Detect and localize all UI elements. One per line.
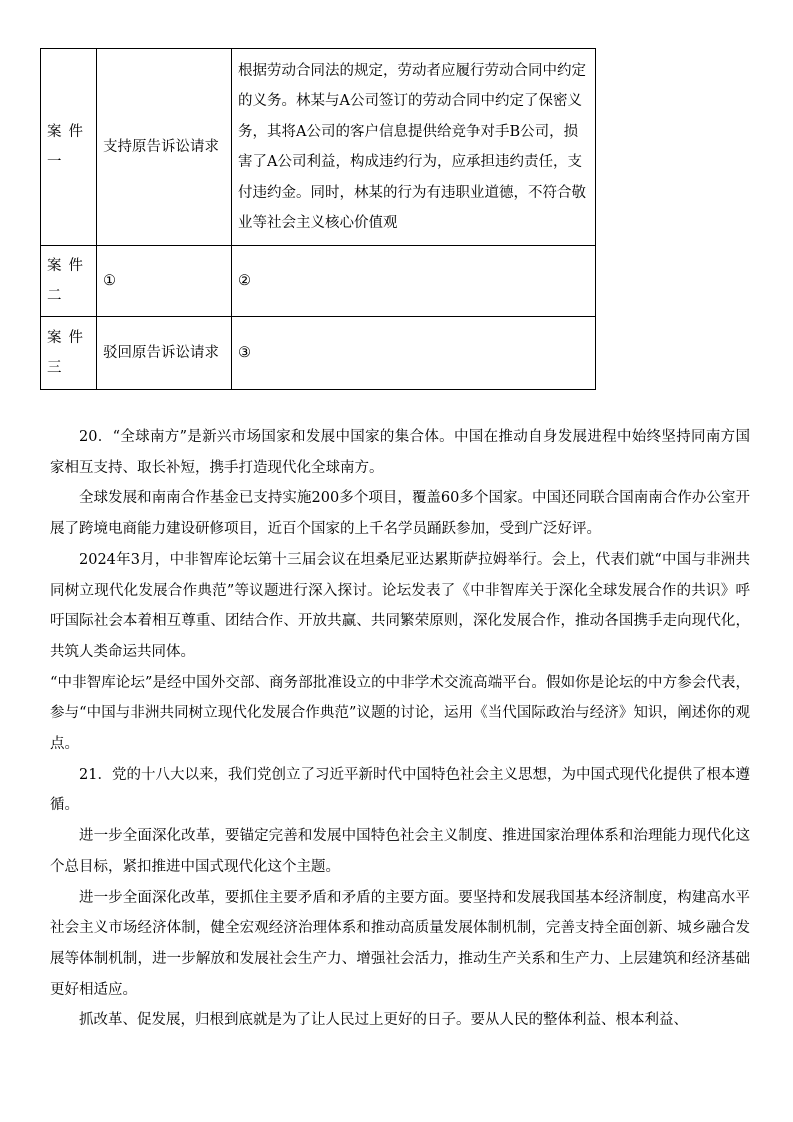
paragraph: 进一步全面深化改革，要抓住主要矛盾和矛盾的主要方面。要坚持和发展我国基本经济制度，构建高水平社会主义市场经济体制，健全宏观经济治理体系和推动高质量发展体制机制，完善支持全面创新、城乡融合发展等体制机制，进一步解放和发展社会生产力、增强社会活力，推动生产关系和生产力、上层建筑和经济基础更好相适应。 (50, 889, 750, 998)
table-row (41, 49, 596, 246)
paragraph: “中非智库论坛”是经中国外交部、商务部批准设立的中非学术交流高端平台。假如你是论坛的中方参会代表，参与“中国与非洲共同树立现代化发展合作典范”议题的讨论，运用《当代国际政治与经济》知识，阐述你的观点。 (50, 674, 750, 753)
case-label: 案件三 (41, 317, 97, 390)
case-decision: 驳回原告诉讼请求 (97, 317, 232, 390)
case-label: 案件一 (41, 49, 97, 246)
case-reason: ③ (232, 317, 596, 390)
paragraph: 全球发展和南南合作基金已支持实施200多个项目，覆盖60多个国家。中国还同联合国南南合作办公室开展了跨境电商能力建设研修项目，近百个国家的上千名学员踊跃参加，受到广泛好评。 (50, 490, 750, 538)
table-row (41, 317, 596, 390)
case-decision: 支持原告诉讼请求 (97, 49, 232, 246)
paragraph: 2024年3月，中非智库论坛第十三届会议在坦桑尼亚达累斯萨拉姆举行。会上，代表们就“中国与非洲共同树立现代化发展合作典范”等议题进行深入探讨。论坛发表了《中非智库关于深化全球发展合作的共识》呼吁国际社会本着相互尊重、团结合作、开放共赢、共同繁荣原则，深化发展合作，推动各国携手走向现代化，共筑人类命运共同体。 (50, 551, 750, 660)
case-decision: ① (97, 246, 232, 317)
paragraph: 20．“全球南方”是新兴市场国家和发展中国家的集合体。中国在推动自身发展进程中始终坚持同南方国家相互支持、取长补短，携手打造现代化全球南方。 (50, 429, 750, 476)
paragraph: 进一步全面深化改革，要锚定完善和发展中国特色社会主义制度、推进国家治理体系和治理能力现代化这个总目标，紧扣推进中国式现代化这个主题。 (50, 828, 750, 875)
case-reason: ② (232, 246, 596, 317)
body-text (50, 422, 750, 1036)
case-reason: 根据劳动合同法的规定，劳动者应履行劳动合同中约定的义务。林某与A公司签订的劳动合同中约定了保密义务，其将A公司的客户信息提供给竞争对手B公司，损害了A公司利益，构成违约行为，应承担违约责任，支付违约金。同时，林某的行为有违职业道德，不符合敬业等社会主义核心价值观 (232, 49, 596, 246)
case-table (40, 48, 596, 390)
paragraph: 抓改革、促发展，归根到底就是为了让人民过上更好的日子。要从人民的整体利益、根本利益、 (79, 1012, 688, 1029)
case-label: 案件二 (41, 246, 97, 317)
paragraph: 21．党的十八大以来，我们党创立了习近平新时代中国特色社会主义思想，为中国式现代化提供了根本遵循。 (50, 766, 750, 814)
table-row (41, 246, 596, 317)
